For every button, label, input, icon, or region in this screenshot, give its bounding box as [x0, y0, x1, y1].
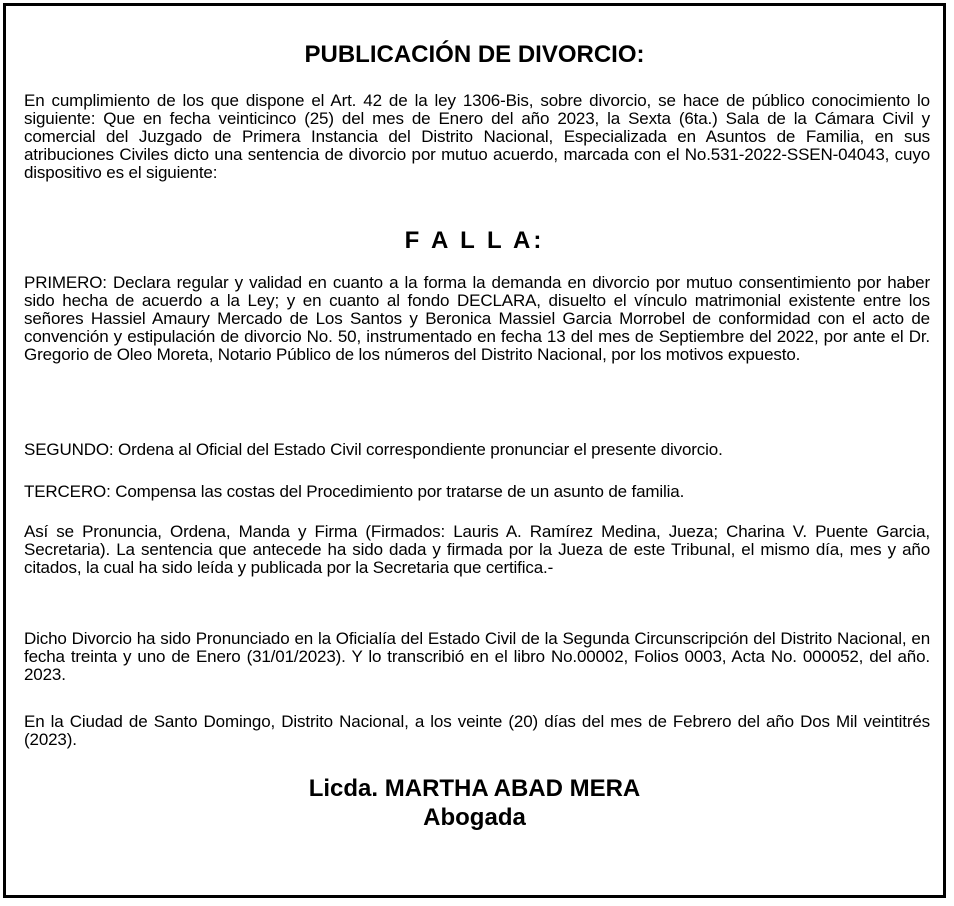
divorce-publication-notice [3, 3, 946, 898]
notice-title: PUBLICACIÓN DE DIVORCIO: [304, 41, 645, 68]
place-date-paragraph: En la Ciudad de Santo Domingo, Distrito Nacional, a los veinte (20) días del mes de Febrero del año Dos Mil veintitrés (2023). [24, 712, 930, 749]
intro-paragraph: En cumplimiento de los que dispone el Art. 42 de la ley 1306-Bis, sobre divorcio, se hace de público conocimiento lo siguiente: Que en fecha veinticinco (25) del mes de Enero del año 2023, la Sexta (6ta.) Sala de la Cámara Civil y comercial del Juzgado de Primera Instancia del Distrito Nacional, Especializada en Asuntos de Familia, en sus atribuciones Civiles dicto una sentencia de divorcio por mutuo acuerdo, marcada con el No.531-2022-SSEN-04043, cuyo dispositivo es el siguiente: [24, 91, 930, 182]
segundo-paragraph: SEGUNDO: Ordena al Oficial del Estado Civil correspondiente pronunciar el presente divorcio. [24, 440, 723, 459]
signature-block [6, 774, 943, 832]
signer-name: Licda. MARTHA ABAD MERA [308, 775, 641, 802]
signer-title: Abogada [423, 804, 526, 831]
primero-paragraph: PRIMERO: Declara regular y validad en cuanto a la forma la demanda en divorcio por mutuo consentimiento por haber sido hecha de acuerdo a la Ley; y en cuanto al fondo DECLARA, disuelto el vínculo matrimonial existente entre los señores Hassiel Amaury Mercado de Los Santos y Beronica Massiel Garcia Morrobel de conformidad con el acto de convención y estipulación de divorcio No. 50, instrumentado en fecha 13 del mes de Septiembre del 2022, por ante el Dr. Gregorio de Oleo Moreta, Notario Público de los números del Distrito Nacional, por los motivos expuesto. [24, 273, 930, 364]
firma-paragraph: Así se Pronuncia, Ordena, Manda y Firma (Firmados: Lauris A. Ramírez Medina, Jueza; Charina V. Puente Garcia, Secretaria). La sentencia que antecede ha sido dada y firmada por la Jueza de este Tribunal, el mismo día, mes y año citados, la cual ha sido leída y publicada por la Secretaria que certifica.- [24, 522, 930, 577]
pronunciado-paragraph: Dicho Divorcio ha sido Pronunciado en la Oficialía del Estado Civil de la Segunda Circunscripción del Distrito Nacional, en fecha treinta y uno de Enero (31/01/2023). Y lo transcribió en el libro No.00002, Folios 0003, Acta No. 000052, del año. 2023. [24, 629, 930, 684]
tercero-paragraph: TERCERO: Compensa las costas del Procedimiento por tratarse de un asunto de familia. [24, 482, 685, 501]
falla-heading: F A L L A: [404, 227, 545, 254]
